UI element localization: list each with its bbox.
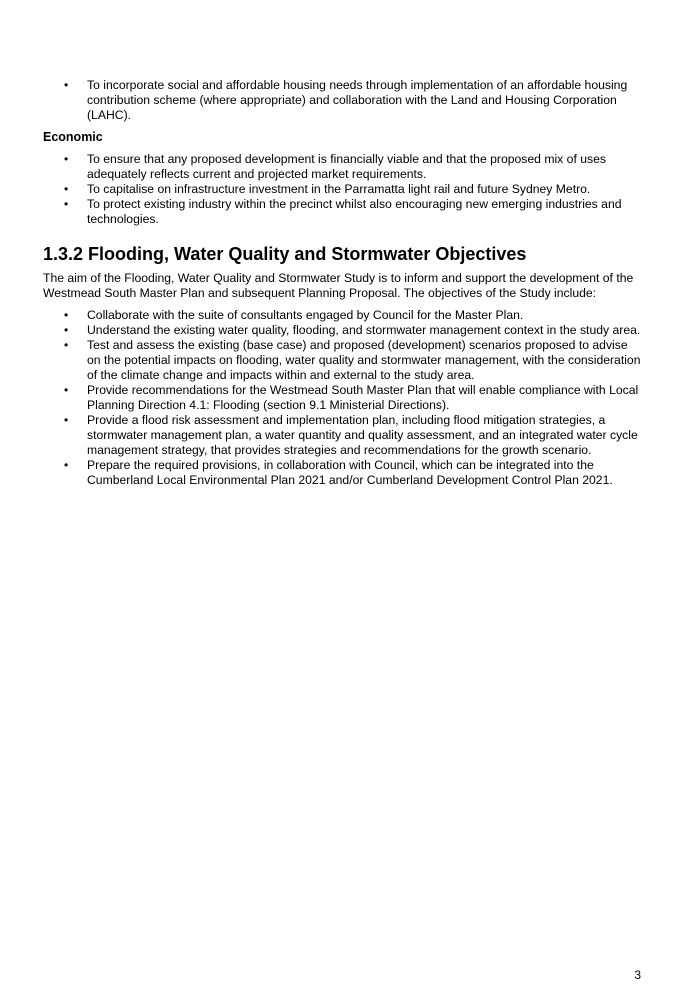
list-item bbox=[43, 383, 643, 413]
study-objectives-list bbox=[43, 308, 643, 488]
list-item-text: Provide a flood risk assessment and implementation plan, including flood mitigation strategies, a stormwater management plan, a water quantity and quality assessment, and an integrated water cycle management strategy, that provides strategies and recommendations for the growth scenario. bbox=[87, 413, 638, 457]
bullet-icon: • bbox=[64, 197, 69, 211]
bullet-icon: • bbox=[64, 458, 69, 472]
list-item-text: Collaborate with the suite of consultants engaged by Council for the Master Plan. bbox=[87, 308, 524, 322]
list-item bbox=[43, 308, 643, 323]
economic-objectives-list bbox=[43, 152, 643, 227]
bullet-icon: • bbox=[64, 338, 69, 352]
list-item bbox=[43, 338, 643, 383]
bullet-icon: • bbox=[64, 323, 69, 337]
bullet-icon: • bbox=[64, 182, 69, 196]
list-item bbox=[43, 182, 643, 197]
list-item-text: Prepare the required provisions, in collaboration with Council, which can be integrated into the Cumberland Local Environmental Plan 2021 and/or Cumberland Development Control Plan 2021. bbox=[87, 458, 613, 487]
list-item bbox=[43, 458, 643, 488]
section-title: 1.3.2 Flooding, Water Quality and Stormwater Objectives bbox=[43, 244, 527, 264]
list-item-text: To protect existing industry within the precinct whilst also encouraging new emerging industries and technologies. bbox=[87, 197, 622, 226]
list-item bbox=[43, 323, 643, 338]
social-objectives-list bbox=[43, 78, 643, 123]
list-item-text: Understand the existing water quality, flooding, and stormwater management context in the study area. bbox=[87, 323, 641, 337]
list-item-text: Test and assess the existing (base case) and proposed (development) scenarios proposed to advise on the potential impacts on flooding, water quality and stormwater management, with the consideration of the climate change and impacts within and external to the study area. bbox=[87, 338, 641, 382]
list-item-text: Provide recommendations for the Westmead South Master Plan that will enable compliance with Local Planning Direction 4.1: Flooding (section 9.1 Ministerial Directions). bbox=[87, 383, 639, 412]
list-item bbox=[43, 78, 643, 123]
list-item-text: To ensure that any proposed development is financially viable and that the proposed mix of uses adequately reflects current and projected market requirements. bbox=[87, 152, 606, 181]
bullet-icon: • bbox=[64, 308, 69, 322]
list-item-text: To incorporate social and affordable housing needs through implementation of an affordable housing contribution scheme (where appropriate) and collaboration with the Land and Housing Corporation (LAHC). bbox=[87, 78, 628, 122]
bullet-icon: • bbox=[64, 383, 69, 397]
bullet-icon: • bbox=[64, 413, 69, 427]
list-item bbox=[43, 197, 643, 227]
bullet-icon: • bbox=[64, 78, 69, 92]
economic-heading: Economic bbox=[43, 130, 103, 144]
section-intro: The aim of the Flooding, Water Quality and Stormwater Study is to inform and support the development of the Westmead South Master Plan and subsequent Planning Proposal. The objectives of the Study include: bbox=[43, 271, 634, 300]
page-content bbox=[43, 78, 643, 488]
list-item-text: To capitalise on infrastructure investment in the Parramatta light rail and future Sydney Metro. bbox=[87, 182, 591, 196]
bullet-icon: • bbox=[64, 152, 69, 166]
list-item bbox=[43, 413, 643, 458]
page-number: 3 bbox=[634, 968, 641, 982]
list-item bbox=[43, 152, 643, 182]
